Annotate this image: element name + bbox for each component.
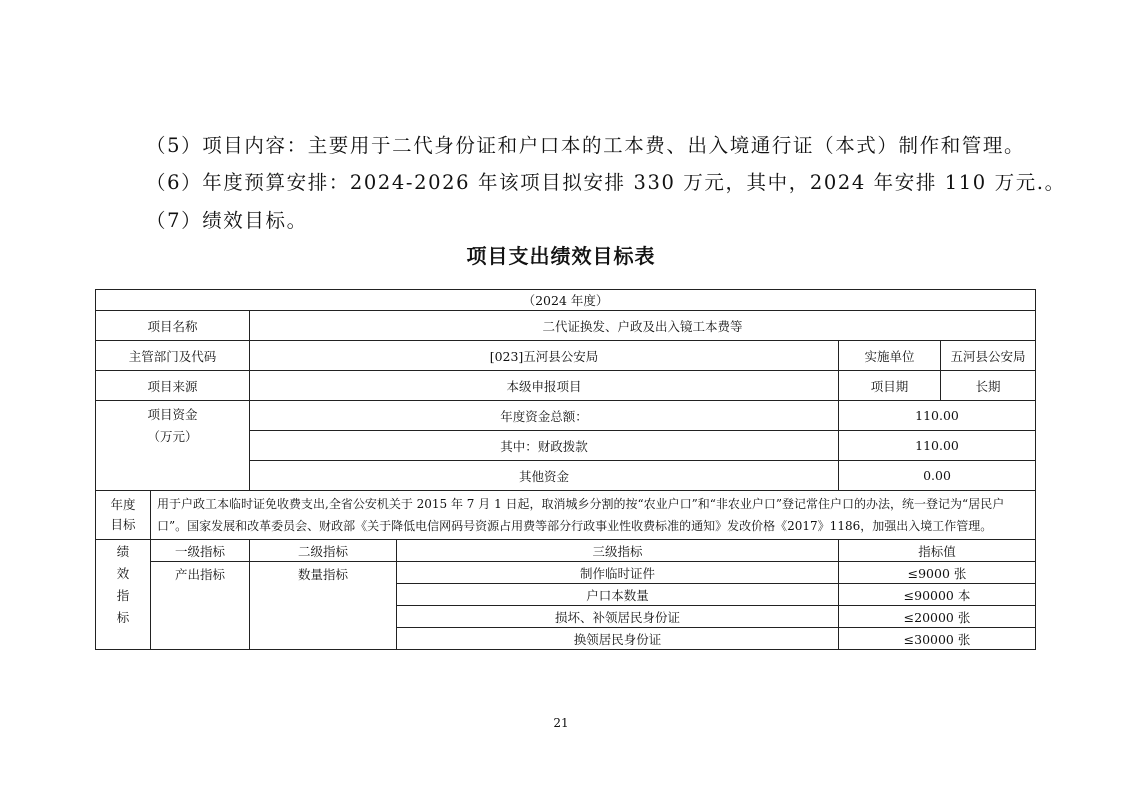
annual-goal-label [96,491,151,540]
header-value: 指标值 [839,540,1036,562]
perf-label-char-4: 标 [116,610,130,625]
funds-fiscal-value: 110.00 [839,431,1036,461]
dept-label: 主管部门及代码 [96,341,250,371]
indicator-name: 制作临时证件 [397,562,839,584]
paragraph-budget: （6）年度预算安排：2024-2026 年该项目拟安排 330 万元，其中，2024 年安排 110 万元.。 [146,171,1066,194]
header-level3: 三级指标 [397,540,839,562]
indicator-name: 户口本数量 [397,584,839,606]
level1-output: 产出指标 [151,562,250,650]
indicator-value: ≤20000 张 [839,606,1036,628]
indicator-value: ≤30000 张 [839,628,1036,650]
annual-goal-text: 用于户政工本临时证免收费支出,全省公安机关于 2015 年 7 月 1 日起，取消城乡分割的按“农业户口”和“非农业户口”登记常住户口的办法，统一登记为“居民户口”。国家发展和改革委员会、财政部《关于降低电信网码号资源占用费等部分行政事业性收费标准的通知》发改价格《2017》1186，加强出入境工作管理。 [151,491,1036,540]
page-number: 21 [553,716,569,730]
source-label: 项目来源 [96,371,250,401]
paragraph-performance-goal: （7）绩效目标。 [146,209,308,232]
perf-label-char-3: 指 [116,588,130,603]
indicator-value: ≤9000 张 [839,562,1036,584]
impl-unit-value: 五河县公安局 [941,341,1036,371]
impl-unit-label: 实施单位 [839,341,941,371]
period-value: 长期 [941,371,1036,401]
funds-other-label: 其他资金 [250,461,839,491]
funds-total-label: 年度资金总额： [250,401,839,431]
table-title: 项目支出绩效目标表 [466,244,656,268]
funds-fiscal-label: 其中：财政拨款 [250,431,839,461]
table-year: （2024 年度） [96,290,1036,311]
header-level2: 二级指标 [250,540,397,562]
header-level1: 一级指标 [151,540,250,562]
period-label: 项目期 [839,371,941,401]
source-value: 本级申报项目 [250,371,839,401]
perf-label-char-1: 绩 [116,544,130,559]
funds-label [96,401,250,491]
level2-quantity: 数量指标 [250,562,397,650]
performance-indicator-label [96,540,151,650]
perf-label-char-2: 效 [116,566,130,581]
project-name-label: 项目名称 [96,311,250,341]
project-name-value: 二代证换发、户政及出入镜工本费等 [250,311,1036,341]
annual-goal-label-line2: 目标 [110,517,136,532]
funds-other-value: 0.00 [839,461,1036,491]
dept-value: [023]五河县公安局 [250,341,839,371]
performance-target-table [95,289,1036,650]
funds-label-line1: 项目资金 [147,407,198,422]
funds-label-line2: （万元） [147,429,198,444]
indicator-value: ≤90000 本 [839,584,1036,606]
annual-goal-label-line1: 年度 [110,497,136,512]
funds-total-value: 110.00 [839,401,1036,431]
indicator-name: 换领居民身份证 [397,628,839,650]
indicator-name: 损坏、补领居民身份证 [397,606,839,628]
paragraph-project-content: （5）项目内容：主要用于二代身份证和户口本的工本费、出入境通行证（本式）制作和管理。 [146,134,1026,157]
